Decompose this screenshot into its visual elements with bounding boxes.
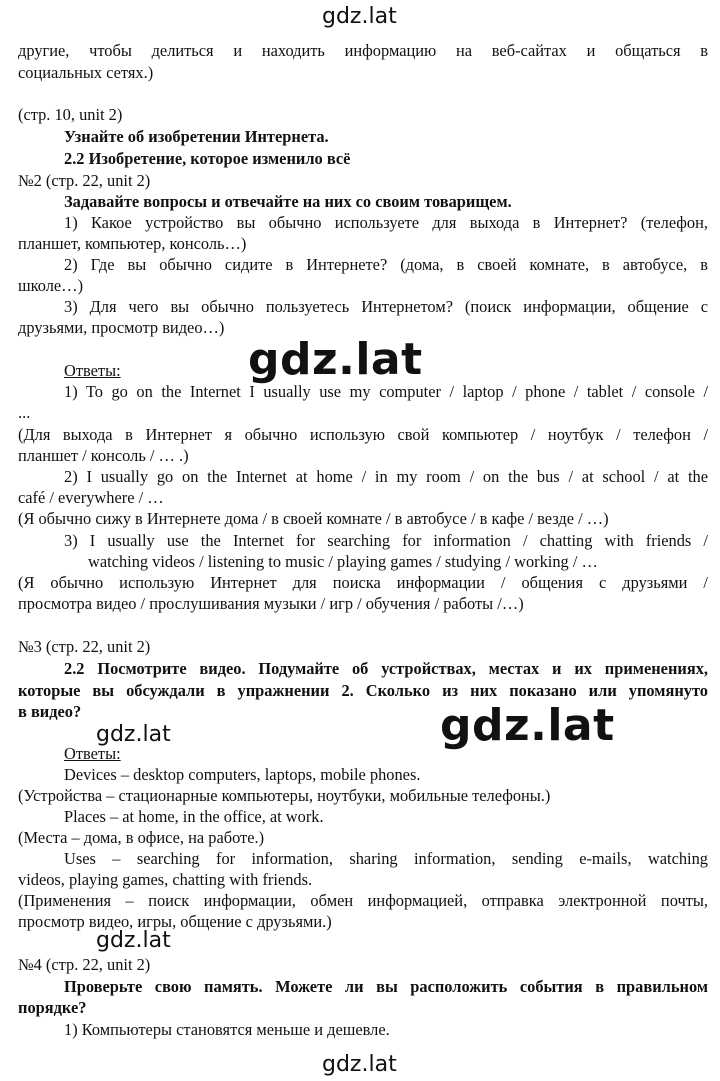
answer-line: (Применения – поиск информации, обмен информацией, отправка электронной почты, xyxy=(18,891,708,910)
section-heading: 2.2 Изобретение, которое изменило всё xyxy=(64,149,351,168)
question-line: 1) Какое устройство вы обычно используете для выхода в Интернет? (телефон, xyxy=(64,213,708,232)
answer-line: планшет / консоль / … .) xyxy=(18,446,189,465)
watermark-top: gdz.lat xyxy=(322,4,397,29)
exercise-instruction: 2.2 Посмотрите видео. Подумайте об устройствах, местах и их применениях, xyxy=(64,659,708,678)
exercise-instruction: которые вы обсуждали в упражнении 2. Сколько из них показано или упомянуто xyxy=(18,681,708,700)
answer-line: (Я обычно использую Интернет для поиска информации / общения с друзьями / xyxy=(18,573,708,592)
answer-line: 1) Компьютеры становятся меньше и дешевле. xyxy=(64,1020,390,1039)
question-line: планшет, компьютер, консоль…) xyxy=(18,234,247,253)
exercise-number: №3 (стр. 22, unit 2) xyxy=(18,637,151,656)
watermark-small: gdz.lat xyxy=(96,722,171,747)
answer-line: (Устройства – стационарные компьютеры, ноутбуки, мобильные телефоны.) xyxy=(18,786,551,805)
answer-line: 1) To go on the Internet I usually use my computer / laptop / phone / tablet / console / xyxy=(64,382,708,401)
answer-line: просмотра видео / прослушивания музыки / игр / обучения / работы /…) xyxy=(18,594,524,613)
answers-label: Ответы: xyxy=(64,744,121,763)
answer-line: 2) I usually go on the Internet at home / in my room / on the bus / at school / at the xyxy=(64,467,708,486)
answer-line: (Для выхода в Интернет я обычно использую свой компьютер / ноутбук / телефон / xyxy=(18,425,708,444)
answer-line: videos, playing games, chatting with friends. xyxy=(18,870,313,889)
watermark-small: gdz.lat xyxy=(96,928,171,953)
answer-line: Places – at home, in the office, at work. xyxy=(64,807,324,826)
watermark-large: gdz.lat xyxy=(440,700,615,751)
question-line: друзьями, просмотр видео…) xyxy=(18,318,225,337)
question-line: школе…) xyxy=(18,276,84,295)
exercise-instruction: порядке? xyxy=(18,998,87,1017)
answer-line: Devices – desktop computers, laptops, mobile phones. xyxy=(64,765,421,784)
answer-line: 3) I usually use the Internet for searching for information / chatting with friends / xyxy=(64,531,708,550)
text-line: социальных сетях.) xyxy=(18,63,154,82)
answer-line: watching videos / listening to music / playing games / studying / working / … xyxy=(88,552,598,571)
question-line: 3) Для чего вы обычно пользуетесь Интернетом? (поиск информации, общение с xyxy=(64,297,708,316)
answer-line: ... xyxy=(18,403,31,422)
answer-line: Uses – searching for information, sharing information, sending e-mails, watching xyxy=(64,849,708,868)
exercise-number: №4 (стр. 22, unit 2) xyxy=(18,955,151,974)
section-heading: Узнайте об изобретении Интернета. xyxy=(64,127,329,146)
exercise-number: №2 (стр. 22, unit 2) xyxy=(18,171,151,190)
text-line: другие, чтобы делиться и находить информацию на веб-сайтах и общаться в xyxy=(18,41,708,60)
answer-line: café / everywhere / … xyxy=(18,488,164,507)
answers-label: Ответы: xyxy=(64,361,121,380)
page-reference: (стр. 10, unit 2) xyxy=(18,105,123,124)
answer-line: (Я обычно сижу в Интернете дома / в своей комнате / в автобусе / в кафе / везде / …) xyxy=(18,509,609,528)
watermark-large: gdz.lat xyxy=(248,334,423,385)
exercise-instruction: Задавайте вопросы и отвечайте на них со своим товарищем. xyxy=(64,192,512,211)
answer-line: просмотр видео, игры, общение с друзьями.) xyxy=(18,912,332,931)
exercise-instruction: в видео? xyxy=(18,702,82,721)
watermark-bottom: gdz.lat xyxy=(322,1052,397,1077)
question-line: 2) Где вы обычно сидите в Интернете? (дома, в своей комнате, в автобусе, в xyxy=(64,255,708,274)
exercise-instruction: Проверьте свою память. Можете ли вы расположить события в правильном xyxy=(64,977,708,996)
answer-line: (Места – дома, в офисе, на работе.) xyxy=(18,828,265,847)
